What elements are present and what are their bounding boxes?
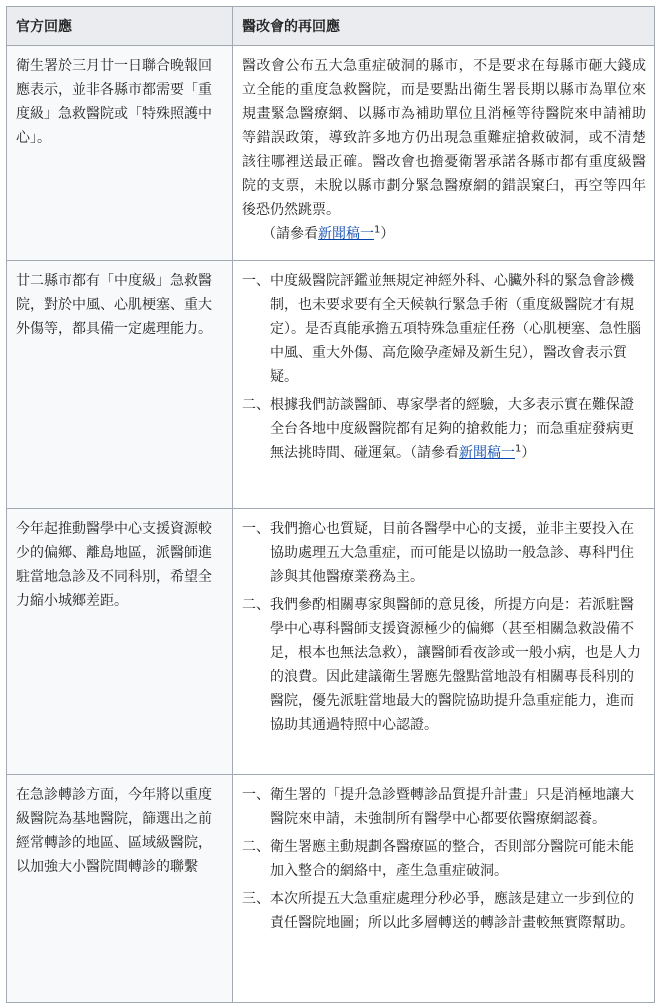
item-number: 二、: [242, 597, 270, 613]
item-text: 衛生署應主動規劃各醫療區的整合，否則部分醫院可能未能加入整合的網絡中，產生急重症破洞。: [270, 839, 634, 879]
item-text-with-link: [270, 393, 646, 465]
item-text: 本次所提五大急重症處理分秒必爭，應該是建立一步到位的責任醫院地圖；所以此多層轉送的轉診計畫較無實際幫助。: [270, 891, 634, 931]
list-item: [242, 783, 646, 831]
table-row: [7, 261, 655, 509]
official-response-cell: 衛生署於三月廿一日聯合晚報回應表示，並非各縣市都需要「重度級」急救醫院或「特殊照護中心」。: [7, 46, 233, 261]
item-text: 衛生署的「提升急診暨轉診品質提升計畫」只是消極地讓大醫院來申請，未強制所有醫學中心都要依醫療網認養。: [270, 787, 634, 827]
table-row: [7, 775, 655, 1003]
item-number: 一、: [242, 521, 270, 537]
list-item: [242, 393, 646, 465]
footnote-marker[interactable]: 1: [374, 224, 381, 236]
item-text: 中度級醫院評鑑並無規定神經外科、心臟外科的緊急會診機制，也未要求要有全天候執行緊急手術（重度級醫院才有規定）。是否真能承擔五項特殊急重症任務（心肌梗塞、急性腦中風、重大外傷、高危險孕產婦及新生兒），醫改會表示質疑。: [270, 273, 641, 385]
reform-response-cell: [233, 46, 655, 261]
item-text: 我們參酌相關專家與醫師的意見後，所提方向是：若派駐醫學中心專科醫師支援資源極少的偏鄉（甚至相關急救設備不足，根本也無法急救），讓醫師看夜診或一般小病，也是人力的浪費。因此建議衛生署應先盤點當地設有相關專長科別的醫院，優先派駐當地最大的醫院協助提升急重症能力，進而協助其通過特照中心認證。: [270, 597, 641, 733]
reference-note: [242, 222, 646, 246]
list-item: [242, 593, 646, 737]
official-response-cell: 在急診轉診方面，今年將以重度級醫院為基地醫院，篩選出之前經常轉診的地區、區域級醫院，以加強大小醫院間轉診的聯繫: [7, 775, 233, 1003]
item-number: 一、: [242, 787, 270, 803]
official-response-cell: 今年起推動醫學中心支援資源較少的偏鄉、離島地區，派醫師進駐當地急診及不同科別，希望全力縮小城鄉差距。: [7, 509, 233, 775]
table-row: [7, 509, 655, 775]
ref-suffix: ）: [380, 226, 395, 242]
reform-response-cell: [233, 509, 655, 775]
item-number: 一、: [242, 273, 270, 289]
item-number: 二、: [242, 839, 270, 855]
item-text: 根據我們訪談醫師、專家學者的經驗，大多表示實在難保證全台各地中度級醫院都有足夠的搶救能力；而急重症發病更無法挑時間、碰運氣。（請參看: [270, 397, 634, 461]
header-row: [7, 7, 655, 46]
list-item: [242, 517, 646, 589]
list-item: [242, 887, 646, 935]
footnote-marker[interactable]: 1: [515, 443, 522, 455]
ref-suffix: ）: [521, 445, 536, 461]
header-reform: 醫改會的再回應: [233, 7, 655, 46]
press-release-link[interactable]: 新聞稿一: [318, 226, 374, 242]
reform-response-cell: [233, 775, 655, 1003]
item-text: 我們擔心也質疑，目前各醫學中心的支援，並非主要投入在協助處理五大急重症，而可能是以協助一般急診、專科門住診與其他醫療業務為主。: [270, 521, 634, 585]
reform-paragraph: 醫改會公布五大急重症破洞的縣市，不是要求在每縣市砸大錢成立全能的重度急救醫院，而是要點出衛生署長期以縣市為單位來規畫緊急醫療網、以縣市為補助單位且消極等待醫院來申請補助等錯誤政策，導致許多地方仍出現急重難症搶救破洞，或不清楚該往哪裡送最正確。醫改會也擔憂衛署承諾各縣市都有重度級醫院的支票，未脫以縣市劃分緊急醫療網的錯誤窠臼，再空等四年後恐仍然跳票。: [242, 58, 646, 218]
press-release-link[interactable]: 新聞稿一: [459, 445, 515, 461]
header-official: 官方回應: [7, 7, 233, 46]
table-row: [7, 46, 655, 261]
list-item: [242, 269, 646, 389]
response-table: [6, 6, 655, 1003]
ref-prefix: （請參看: [262, 226, 318, 242]
item-number: 三、: [242, 891, 270, 907]
list-item: [242, 835, 646, 883]
item-number: 二、: [242, 397, 270, 413]
reform-response-cell: [233, 261, 655, 509]
official-response-cell: 廿二縣市都有「中度級」急救醫院，對於中風、心肌梗塞、重大外傷等，都具備一定處理能力。: [7, 261, 233, 509]
